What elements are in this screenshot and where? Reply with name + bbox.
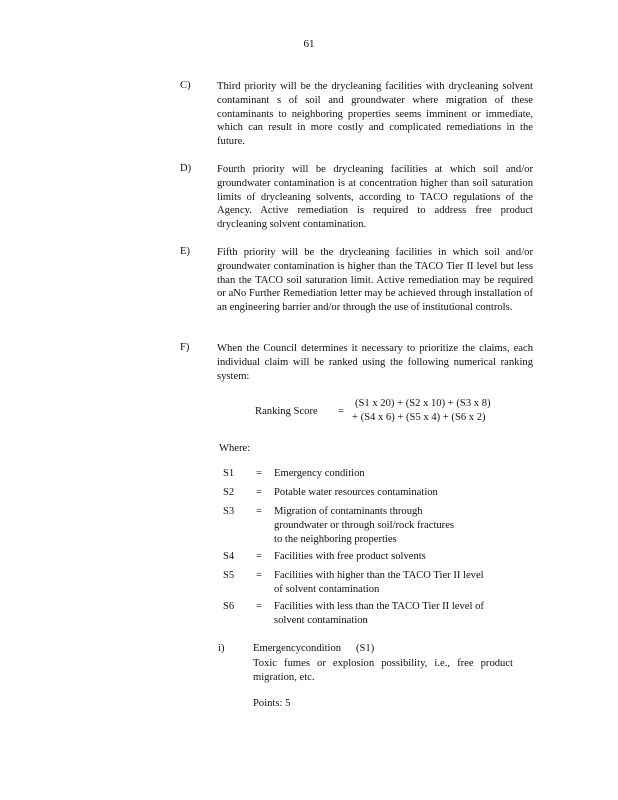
formula-line-1: (S1 x 20) + (S2 x 10) + (S3 x 8) (355, 398, 491, 409)
item-text: Third priority will be the drycleaning facilities with drycleaning solvent contaminant s of soil and groundwater where migration of these contaminants to neighboring properties seems imminent or immediate, which can result in more costly and complicated remediations in the future. (217, 81, 533, 148)
item-text: Fifth priority will be the drycleaning facilities in which soil and/or groundwater contamination is higher than the TACO Tier II level but less than the TACO soil saturation limit. Active remediation may be required or aNo Further Remediation letter may be achieved through installation of an engineering barrier and/or through the use of institutional controls. (217, 247, 533, 314)
definition-desc: Facilities with higher than the TACO Tier II level of solvent contamination (274, 570, 484, 595)
formula-label: Ranking Score (255, 406, 318, 417)
subitem-code: (S1) (356, 643, 375, 654)
subitem-title: Emergencycondition (253, 643, 342, 654)
definition-symbol: S1 (223, 468, 235, 479)
definition-equals: = (256, 468, 262, 479)
definition-symbol: S6 (223, 601, 235, 612)
definition-equals: = (256, 487, 262, 498)
definition-desc: Facilities with free product solvents (274, 551, 426, 562)
formula-equals: = (338, 406, 344, 417)
definition-equals: = (256, 506, 262, 517)
definition-symbol: S3 (223, 506, 235, 517)
definition-desc: Emergency condition (274, 468, 365, 479)
definition-symbol: S2 (223, 487, 235, 498)
item-letter: D) (180, 163, 192, 174)
ranking-formula (255, 398, 525, 430)
subitem-desc: Toxic fumes or explosion possibility, i.e., free product migration, etc. (253, 658, 513, 683)
definition-desc: Migration of contaminants through groundwater or through soil/rock fractures to the neighboring properties (274, 506, 455, 545)
subitem-numeral: i) (218, 643, 225, 654)
definition-symbol: S4 (223, 551, 235, 562)
item-letter: C) (180, 80, 191, 91)
formula-line-2: + (S4 x 6) + (S5 x 4) + (S6 x 2) (352, 412, 486, 423)
item-text: Fourth priority will be drycleaning facilities at which soil and/or groundwater contamination is at concentration higher than soil saturation limits of drycleaning solvents, according to TACO regulations of the Agency. Active remediation is required to address free product drycleaning solvent contamination. (217, 164, 533, 231)
definition-desc: Potable water resources contamination (274, 487, 438, 498)
definition-equals: = (256, 551, 262, 562)
definition-symbol: S5 (223, 570, 235, 581)
definition-equals: = (256, 570, 262, 581)
page-number: 61 (303, 38, 315, 50)
definition-equals: = (256, 601, 262, 612)
item-letter: F) (180, 342, 190, 353)
definition-desc: Facilities with less than the TACO Tier II level of solvent contamination (274, 601, 484, 626)
subitem-points: Points: 5 (253, 698, 291, 709)
item-letter: E) (180, 246, 190, 257)
item-text: When the Council determines it necessary to prioritize the claims, each individual claim will be ranked using the following numerical ranking system: (217, 343, 533, 382)
where-label: Where: (219, 443, 251, 454)
